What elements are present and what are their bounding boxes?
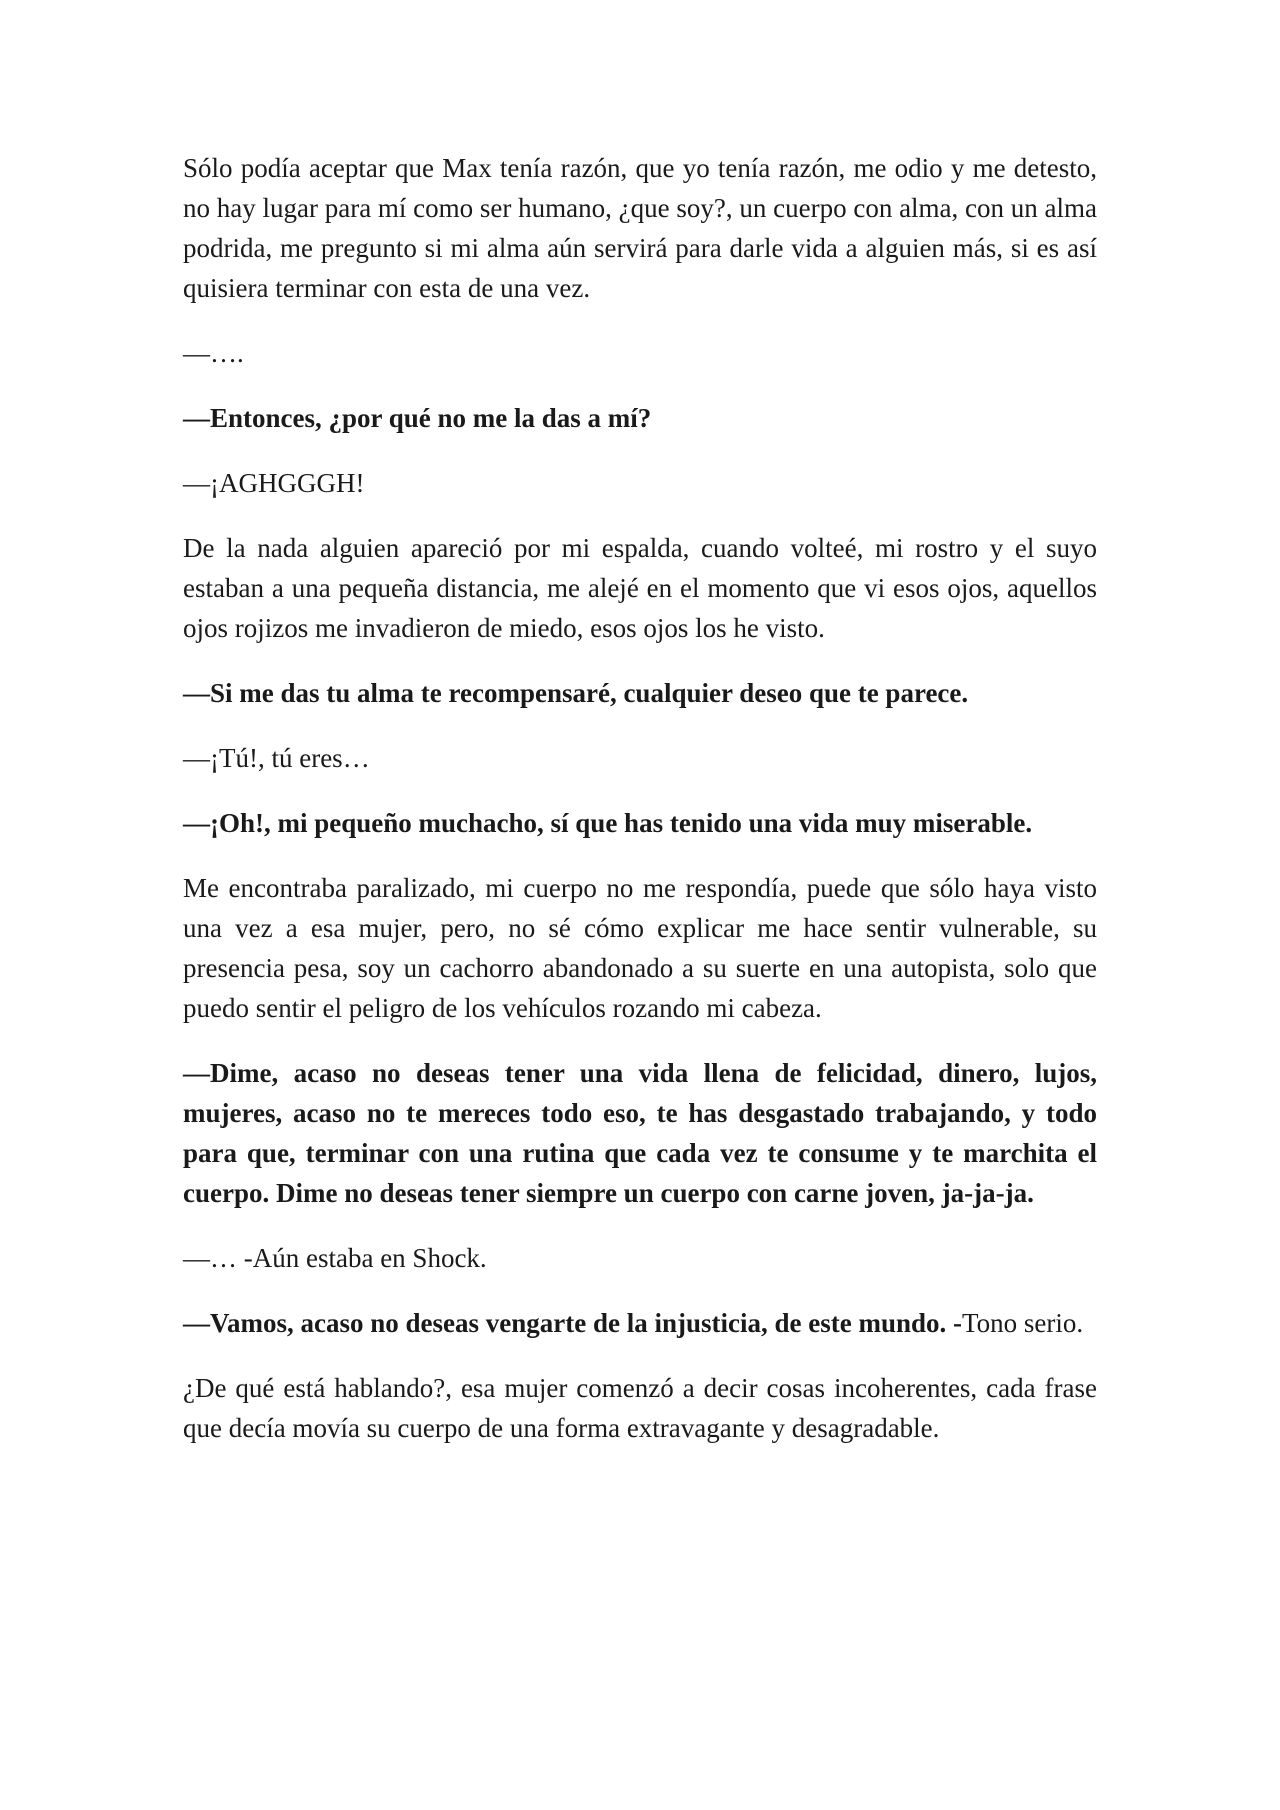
- paragraph-2: De la nada alguien apareció por mi espalda, cuando volteé, mi rostro y el suyo estaban a una pequeña distancia, me alejé en el momento que vi esos ojos, aquellos ojos rojizos me invadieron de miedo, esos ojos los he visto.: [183, 533, 1097, 643]
- dialogue-ellipsis: —….: [183, 338, 244, 368]
- dialogue-scream: —¡AGHGGGH!: [183, 468, 365, 498]
- dialogue-dime: —Dime, acaso no deseas tener una vida llena de felicidad, dinero, lujos, mujeres, acaso no te mereces todo eso, te has desgastado trabajando, y todo para que, terminar con una rutina que cada vez te consume y te marchita el cuerpo. Dime no deseas tener siempre un cuerpo con carne joven, ja-ja-ja.: [183, 1058, 1097, 1208]
- dialogue-shock: —… -Aún estaba en Shock.: [183, 1243, 487, 1273]
- dialogue-vamos-speech: —Vamos, acaso no deseas vengarte de la injusticia, de este mundo. -: [183, 1308, 962, 1338]
- dialogue-vamos: [183, 1303, 1097, 1343]
- dialogue-tu-eres: —¡Tú!, tú eres…: [183, 743, 370, 773]
- dialogue-vamos-tone: Tono serio.: [962, 1308, 1084, 1338]
- paragraph-4: ¿De qué está hablando?, esa mujer comenzó a decir cosas incoherentes, cada frase que decía movía su cuerpo de una forma extravagante y desagradable.: [183, 1373, 1097, 1443]
- dialogue-soul-offer: —Si me das tu alma te recompensaré, cualquier deseo que te parece.: [183, 678, 969, 708]
- paragraph-1: Sólo podía aceptar que Max tenía razón, que yo tenía razón, me odio y me detesto, no hay lugar para mí como ser humano, ¿que soy?, un cuerpo con alma, con un alma podrida, me pregunto si mi alma aún servirá para darle vida a alguien más, si es así quisiera terminar con esta de una vez.: [183, 153, 1097, 303]
- document-page: [183, 148, 1097, 1473]
- dialogue-entonces: —Entonces, ¿por qué no me la das a mí?: [183, 403, 652, 433]
- dialogue-oh-muchacho: —¡Oh!, mi pequeño muchacho, sí que has tenido una vida muy miserable.: [183, 808, 1033, 838]
- paragraph-3: Me encontraba paralizado, mi cuerpo no me respondía, puede que sólo haya visto una vez a esa mujer, pero, no sé cómo explicar me hace sentir vulnerable, su presencia pesa, soy un cachorro abandonado a su suerte en una autopista, solo que puedo sentir el peligro de los vehículos rozando mi cabeza.: [183, 873, 1097, 1023]
